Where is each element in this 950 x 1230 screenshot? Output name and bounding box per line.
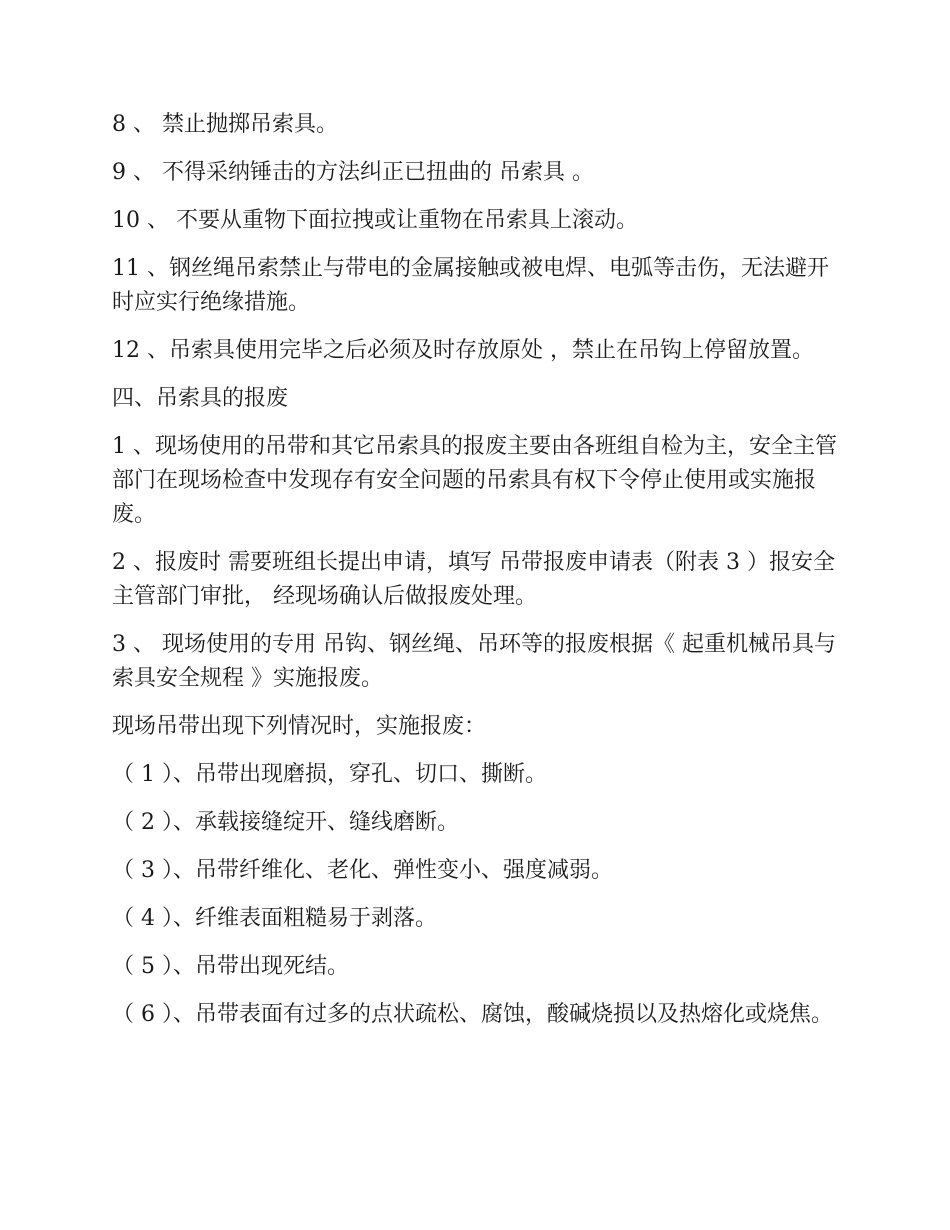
section-heading: 四、吊索具的报废 <box>112 386 289 411</box>
scrap-item-1: 1 、现场使用的吊带和其它吊索具的报废主要由各班组自检为主，安全主管部门在现场检查中发现存有安全问题的吊索具有权下令停止使用或实施报废。 <box>112 434 837 527</box>
condition-item-3: （ 3 ）、吊带纤维化、老化、弹性变小、强度减弱。 <box>112 858 613 883</box>
condition-item-2: （ 2 ）、承载接缝绽开、缝线磨断。 <box>112 810 459 835</box>
rule-item-9: 9 、 不得采纳锤击的方法纠正已扭曲的 吊索具 。 <box>112 160 594 185</box>
rule-item-12: 12 、吊索具使用完毕之后必须及时存放原处 ，禁止在吊钩上停留放置。 <box>112 338 814 363</box>
condition-item-5: （ 5 ）、吊带出现死结。 <box>112 954 349 979</box>
rule-item-11: 11 、钢丝绳吊索禁止与带电的金属接触或被电焊、电弧等击伤，无法避开时应实行绝缘措施。 <box>112 256 829 315</box>
scrap-conditions-intro: 现场吊带出现下列情况时，实施报废： <box>112 714 487 739</box>
condition-item-4: （ 4 ）、纤维表面粗糙易于剥落。 <box>112 906 437 931</box>
document-page <box>112 108 847 1046</box>
rule-item-8: 8 、 禁止抛掷吊索具。 <box>112 112 338 137</box>
condition-item-1: （ 1 ）、吊带出现磨损，穿孔、切口、撕断。 <box>112 762 547 787</box>
scrap-item-3: 3 、 现场使用的专用 吊钩、钢丝绳、吊环等的报废根据《 起重机械吊具与索具安全规程 》实施报废。 <box>112 632 836 691</box>
condition-item-6: （ 6 ）、吊带表面有过多的点状疏松、腐蚀，酸碱烧损以及热熔化或烧焦。 <box>112 1002 833 1027</box>
scrap-item-2: 2 、报废时 需要班组长提出申请，填写 吊带报废申请表（附表 3 ）报安全主管部门审批， 经现场确认后做报废处理。 <box>112 550 835 609</box>
rule-item-10: 10 、 不要从重物下面拉拽或让重物在吊索具上滚动。 <box>112 208 638 233</box>
